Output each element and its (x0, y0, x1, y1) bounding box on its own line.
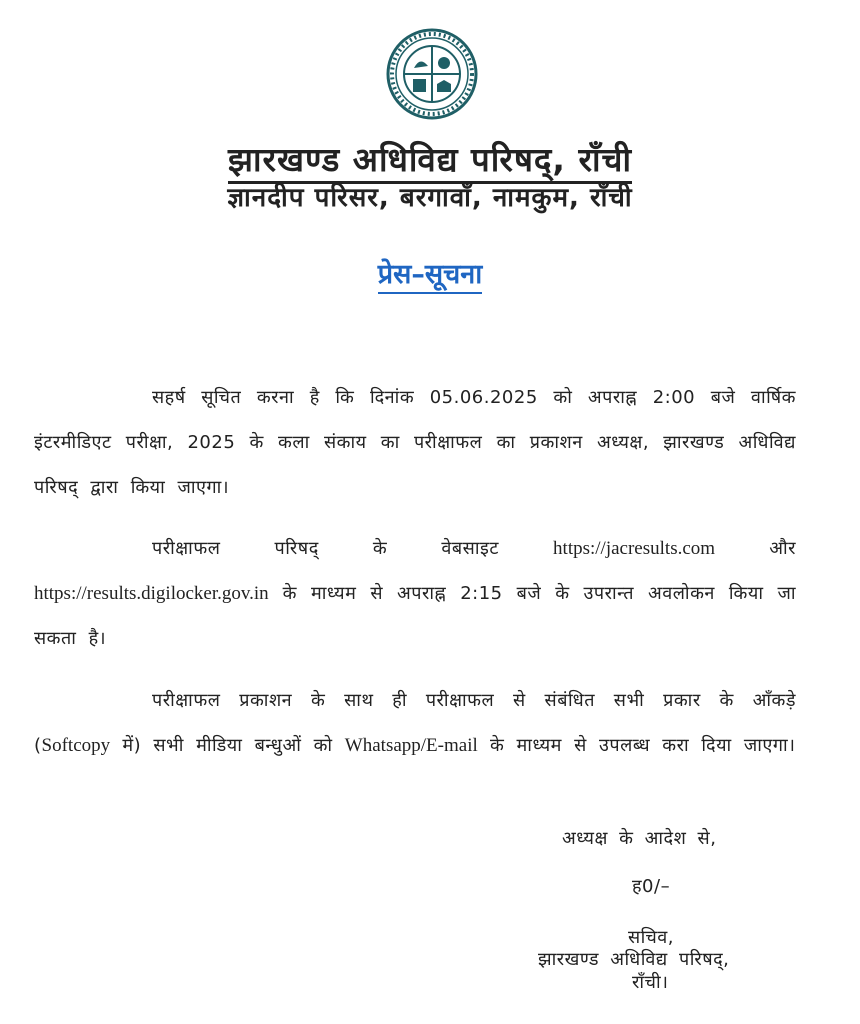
signature-order-line: अध्यक्ष के आदेश से, (562, 828, 717, 849)
para2-text-1: परीक्षाफल परिषद् के वेबसाइट (152, 538, 499, 559)
digilocker-url: https://results.digilocker.gov.in (34, 583, 269, 604)
jac-emblem-icon (386, 28, 478, 120)
signature-org-name: झारखण्ड अधिविद्य परिषद्, (538, 949, 730, 970)
para3-text-3: के माध्यम से उपलब्ध करा दिया जाएगा। (490, 735, 796, 756)
whatsapp-email-text: Whatsapp/E-mail (344, 735, 478, 756)
jacresults-url: https://jacresults.com (553, 538, 716, 559)
org-name-title (0, 136, 860, 181)
notice-paragraph-2 (34, 526, 796, 661)
para2-text-3: के माध्यम से अपराह्न 2:15 बजे के उपरान्त अवलोकन किया जा सकता है। (34, 583, 796, 649)
notice-paragraph-3 (34, 678, 796, 768)
org-address: ज्ञानदीप परिसर, बरगावाँ, नामकुम, राँची (227, 183, 633, 213)
signature-city: राँची। (632, 972, 669, 993)
softcopy-text: Softcopy (41, 735, 111, 756)
signature-signed: ह0/– (632, 876, 671, 897)
press-notice-heading (0, 254, 860, 291)
signature-designation: सचिव, (628, 927, 674, 948)
para3-text-1: परीक्षाफल प्रकाशन के साथ ही परीक्षाफल से संबंधित सभी प्रकार के आँकड़े ( (34, 690, 796, 756)
para2-text-2: और (769, 538, 796, 559)
org-name-text: झारखण्ड अधिविद्य परिषद्, राँची (228, 140, 632, 184)
para3-text-2: में) सभी मीडिया बन्धुओं को (110, 735, 333, 756)
press-notice-heading-text: प्रेस–सूचना (378, 259, 483, 294)
notice-paragraph-1: सहर्ष सूचित करना है कि दिनांक 05.06.2025 को अपराह्न 2:00 बजे वार्षिक इंटरमीडिएट परीक्षा, 2025 के कला संकाय का परीक्षाफल का प्रकाशन अध्यक्ष, झारखण्ड अधिविद्य परिषद् द्वारा किया जाएगा। (34, 387, 796, 498)
